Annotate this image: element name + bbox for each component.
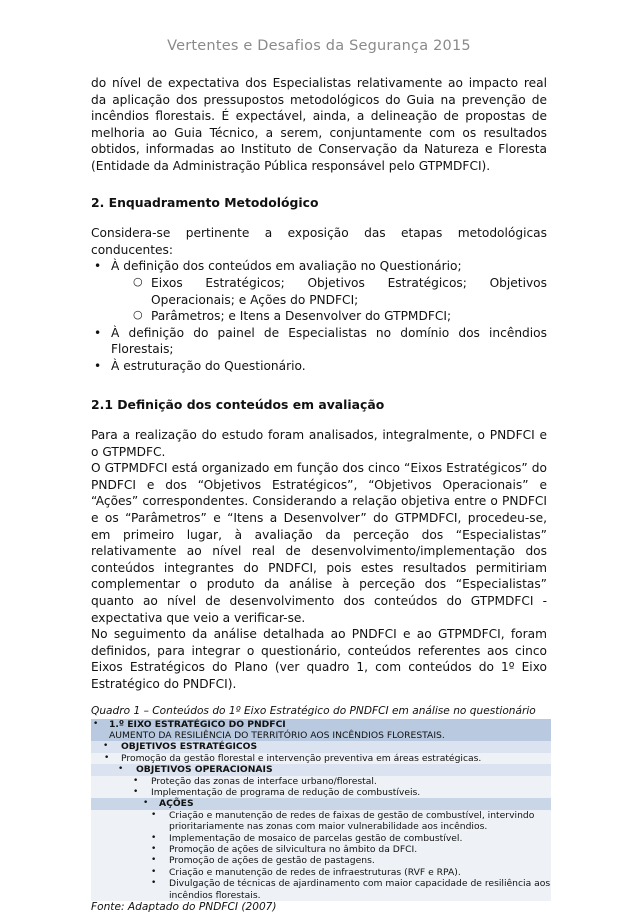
objetivos-estrategicos-item: Promoção da gestão florestal e intervenção preventiva em áreas estratégicas. bbox=[121, 752, 482, 764]
bullet-icon: • bbox=[94, 325, 102, 340]
table-caption: Quadro 1 – Conteúdos do 1º Eixo Estratégico do PNDFCI em análise no questionário bbox=[91, 704, 536, 717]
sub-list bbox=[111, 275, 547, 325]
bullet-icon: • bbox=[133, 775, 139, 786]
objetivos-estrategicos-title: OBJETIVOS ESTRATÉGICOS bbox=[121, 741, 258, 753]
list-item: ○ Eixos Estratégicos; Objetivos Estratégicos; Objetivos Operacionais; e Ações do PNDFCI; bbox=[133, 274, 547, 307]
objetivos-operacionais-title: OBJETIVOS OPERACIONAIS bbox=[136, 764, 273, 776]
table-row bbox=[91, 798, 551, 809]
list-item: • À definição dos conteúdos em avaliação no Questionário; ○ Eixos Estratégicos; Objetivos Estratégicos; Objetivos Operacionais; e Ações do PNDFCI; ○ Parâmetros; e Itens a Desenvolver do GTPMDFCI; bbox=[94, 259, 547, 324]
list-item: • À estruturação do Questionário. bbox=[94, 358, 306, 373]
table-row: • Implementação de mosaico de parcelas gestão de combustível. bbox=[91, 833, 551, 844]
page-header: Vertentes e Desafios da Segurança 2015 bbox=[167, 38, 471, 54]
table-row bbox=[91, 719, 551, 742]
bullet-icon: • bbox=[151, 866, 157, 877]
table-row bbox=[91, 741, 551, 752]
section-2-1-paragraph-2: O GTPMDFCI está organizado em função dos cinco “Eixos Estratégicos” do PNDFCI e dos “Objetivos Estratégicos”, “Objetivos Operacionais” e “Ações” correspondentes. Considerando a relação objetiva entre o PNDFCI e os “Parâmetros” e “Itens a Desenvolver” do GTPMDFCI, procedeu-se, em primeiro lugar, à avaliação da perceção dos “Especialistas” relativamente ao nível real de desenvolvimento/implementação dos conteúdos integrantes do PNDFCI, pois estes resultados permitiriam complementar o produto da análise à perceção dos “Especialistas” quanto ao nível de desenvolvimento dos conteúdos do GTPMDFCI - expectativa que veio a verificar-se. bbox=[91, 461, 547, 625]
bullet-icon: • bbox=[94, 358, 102, 373]
table-row: • Promoção de ações de gestão de pastagens. bbox=[91, 855, 551, 866]
table-row: • Criação e manutenção de redes de infraestruturas (RVF e RPA). bbox=[91, 867, 551, 878]
table-source: Fonte: Adaptado do PNDFCI (2007) bbox=[91, 901, 277, 914]
bullet-icon: • bbox=[103, 741, 109, 752]
table-row bbox=[91, 753, 551, 764]
table-row: • Promoção de ações de silvicultura no âmbito da DFCI. bbox=[91, 844, 551, 855]
table-row bbox=[91, 764, 551, 775]
bullet-icon: • bbox=[143, 798, 149, 809]
intro-paragraph: do nível de expectativa dos Especialistas relativamente ao impacto real da aplicação dos pressupostos metodológicos do Guia na prevenção de incêndios florestais. É expectável, ainda, a delineação de propostas de melhoria ao Guia Técnico, a serem, conjuntamente com os resultados obtidos, informadas ao Instituto de Conservação da Natureza e Floresta (Entidade da Administração Pública responsável pelo GTPMDFCI). bbox=[91, 76, 547, 173]
table-row: • Proteção das zonas de interface urbano/florestal. bbox=[91, 776, 551, 787]
circle-bullet-icon: ○ bbox=[133, 308, 143, 322]
list-item: • À definição do painel de Especialistas no domínio dos incêndios Florestais; bbox=[94, 325, 547, 357]
section-2-1-paragraph-3: No seguimento da análise detalhada ao PNDFCI e ao GTPMDFCI, foram definidos, para integrar o questionário, conteúdos referentes aos cinco Eixos Estratégicos do Plano (ver quadro 1, com conteúdos do 1º Eixo Estratégico do PNDFCI). bbox=[91, 627, 547, 691]
table-row: • Criação e manutenção de redes de faixas de gestão de combustível, intervindo prioritariamente nas zonas com maior vulnerabilidade aos incêndios. bbox=[91, 810, 551, 833]
bullet-icon: • bbox=[151, 809, 157, 820]
list-item: ○ Parâmetros; e Itens a Desenvolver do GTPMDFCI; bbox=[133, 308, 452, 324]
methodology-list bbox=[91, 258, 547, 374]
section-2-lead: Considera-se pertinente a exposição das etapas metodológicas conducentes: bbox=[91, 226, 547, 257]
table-row: • Divulgação de técnicas de ajardinamento com maior capacidade de resiliência aos incêndios florestais. bbox=[91, 878, 551, 901]
bullet-icon: • bbox=[94, 259, 102, 274]
acoes-title: AÇÕES bbox=[159, 798, 194, 810]
bullet-icon: • bbox=[151, 832, 157, 843]
eixo-title: 1.º EIXO ESTRATÉGICO DO PNDFCI bbox=[109, 718, 286, 730]
eixo-description: AUMENTO DA RESILIÊNCIA DO TERRITÓRIO AOS INCÊNDIOS FLORESTAIS. bbox=[109, 730, 445, 741]
quadro-table bbox=[91, 719, 551, 902]
table-row: • Implementação de programa de redução de combustíveis. bbox=[91, 787, 551, 798]
section-2-1-paragraph-1: Para a realização do estudo foram analisados, integralmente, o PNDFCI e o GTPMDFC. bbox=[91, 428, 547, 459]
section-2-1-heading: 2.1 Definição dos conteúdos em avaliação bbox=[91, 396, 385, 412]
bullet-icon: • bbox=[133, 787, 139, 798]
page-content bbox=[91, 75, 551, 914]
bullet-icon: • bbox=[93, 718, 99, 729]
circle-bullet-icon: ○ bbox=[133, 274, 143, 288]
bullet-icon: • bbox=[104, 752, 110, 763]
bullet-icon: • bbox=[151, 844, 157, 855]
section-2-heading: 2. Enquadramento Metodológico bbox=[91, 194, 319, 210]
bullet-icon: • bbox=[151, 878, 157, 889]
bullet-icon: • bbox=[151, 855, 157, 866]
bullet-icon: • bbox=[118, 764, 124, 775]
